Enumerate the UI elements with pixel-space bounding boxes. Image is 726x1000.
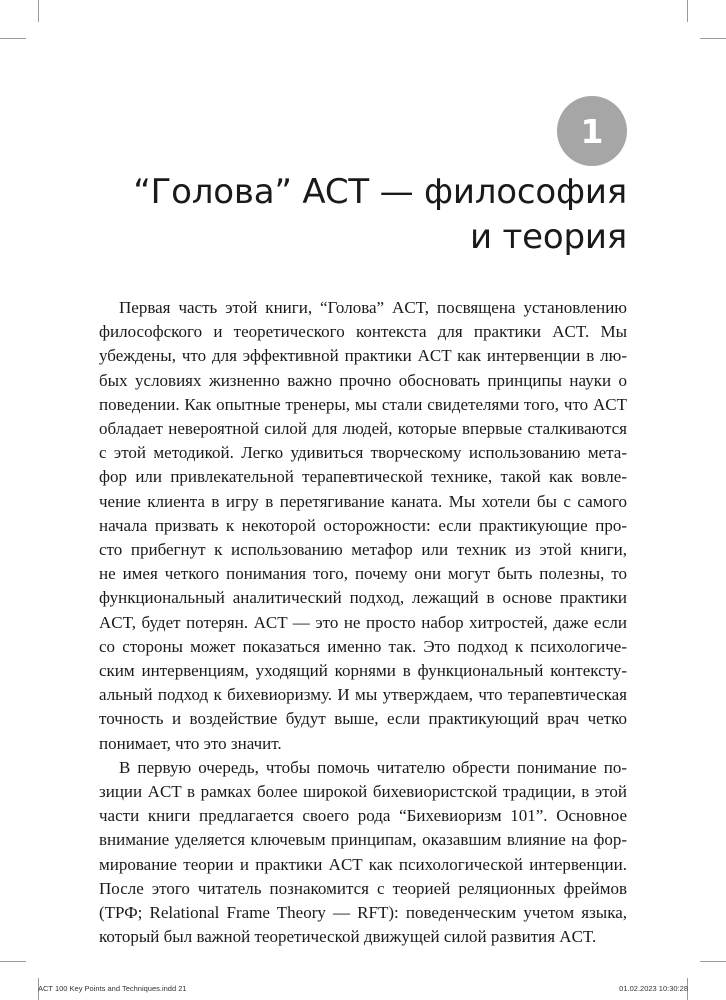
text-line: бых условиях жизненно важно прочно обосновать принципы науки о [99, 370, 627, 390]
text-line: обладает невероятной силой для людей, которые впервые сталкиваются [99, 419, 627, 439]
text-line: который был важной теоретической движущей силой развития ACT. [99, 927, 597, 947]
text-line: ACT, будет потерян. ACT — это не просто набор хитростей, даже если [99, 612, 627, 632]
crop-mark [700, 38, 726, 39]
text-line: зиции ACT в рамках более широкой бихевиористской традиции, в этой [99, 782, 627, 802]
chapter-title [67, 170, 627, 260]
text-line: философского и теоретического контекста для практики ACT. Мы [99, 322, 627, 342]
text-line: сто прибегнут к использованию метафор или техник из этой книги, [99, 540, 627, 560]
crop-mark [700, 961, 726, 962]
text-line: В первую очередь, чтобы помочь читателю обрести понимание по- [119, 757, 627, 777]
text-line: ским интервенциям, уходящий корнями в функциональный контексту- [99, 661, 627, 681]
text-line: не имея четкого понимания того, почему они могут быть полезны, то [99, 564, 627, 584]
text-line: мирование теории и практики ACT как психологической интервенции. [99, 854, 627, 874]
footer-file-info: ACT 100 Key Points and Techniques.indd 21 [38, 984, 187, 993]
footer-timestamp: 01.02.2023 10:30:28 [619, 984, 688, 993]
text-line: части книги предлагается своего рода “Бихевиоризм 101”. Основное [99, 806, 627, 826]
text-line: фор или привлекательной терапевтической технике, такой как вовле- [99, 467, 627, 487]
text-line: внимание уделяется ключевым принципам, оказавшим влияние на фор- [99, 830, 627, 850]
text-line: После этого читатель познакомится с теорией реляционных фреймов [99, 878, 627, 898]
text-line: чение клиента в игру в перетягивание каната. Мы хотели бы с самого [99, 491, 627, 511]
crop-mark [0, 961, 26, 962]
crop-mark [687, 0, 688, 22]
text-line: убеждены, что для эффективной практики ACT как интервенции в лю- [99, 346, 627, 366]
text-line: поведении. Как опытные тренеры, мы стали свидетелями того, что ACT [99, 394, 627, 414]
chapter-number-badge [557, 96, 627, 166]
text-line: понимает, что это значит. [99, 733, 282, 753]
text-line: со стороны может показаться именно так. Это подход к психологиче- [99, 636, 627, 656]
text-line: функциональный аналитический подход, лежащий в основе практики [99, 588, 627, 608]
body-text [99, 296, 627, 949]
crop-mark [0, 38, 26, 39]
chapter-number: 1 [580, 111, 604, 151]
text-line: (ТРФ; Relational Frame Theory — RFT): поведенческим учетом языка, [99, 903, 627, 923]
text-line: точность и воздействие будут выше, если практикующий врач четко [99, 709, 627, 729]
text-line: Первая часть этой книги, “Голова” ACT, посвящена установлению [119, 298, 627, 317]
text-line: с этой методикой. Легко удивиться творческому использованию мета- [99, 443, 627, 463]
paragraph [99, 296, 627, 756]
chapter-title-line: “Голова” ACT — философия [133, 172, 627, 212]
chapter-title-line: и теория [470, 217, 627, 257]
text-line: начала призвать к некоторой осторожности: если практикующие про- [99, 515, 627, 535]
paragraph [99, 756, 627, 950]
text-line: альный подход к бихевиоризму. И мы утверждаем, что терапевтическая [99, 685, 627, 705]
crop-mark [38, 0, 39, 22]
